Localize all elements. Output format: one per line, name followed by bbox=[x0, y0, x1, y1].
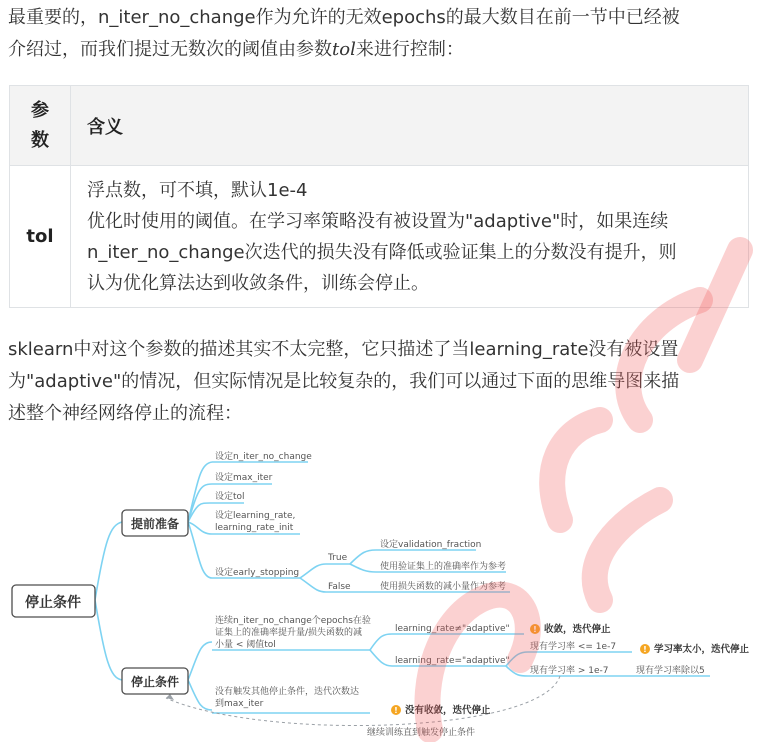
lr-too-small-label: 学习率太小，迭代停止 bbox=[654, 644, 750, 655]
desc-line-3: n_iter_no_change次迭代的损失没有降低或验证集上的分数没有提升，则 bbox=[87, 241, 677, 263]
description-paragraph bbox=[8, 334, 750, 430]
true-item-validation-fraction: 设定validation_fraction bbox=[380, 540, 482, 550]
header-meaning: 含义 bbox=[71, 86, 749, 166]
intro-paragraph bbox=[8, 2, 750, 66]
false-label: False bbox=[328, 582, 351, 592]
stop-node-label: 停止条件 bbox=[130, 675, 180, 689]
cond1-line-2: 证集上的准确率提升量/损失函数的减 bbox=[215, 628, 363, 638]
loop-arrowhead bbox=[166, 694, 174, 700]
para2-line-3: 述整个神经网络停止的流程： bbox=[8, 403, 242, 424]
true-item-use-validation-accuracy: 使用验证集上的准确率作为参考 bbox=[380, 562, 507, 572]
prep-item-early-stopping: 设定early_stopping bbox=[215, 568, 300, 578]
svg-text:!: ! bbox=[394, 706, 398, 715]
continue-training-label: 继续训练直到触发停止条件 bbox=[367, 728, 476, 738]
cond2-line-2: 到max_iter bbox=[215, 699, 264, 709]
desc-line-1: 浮点数，可不填，默认1e-4 bbox=[87, 179, 308, 201]
converged-stop-label: 收敛，迭代停止 bbox=[544, 624, 611, 635]
prep-node-label: 提前准备 bbox=[130, 517, 180, 531]
intro-line-2 bbox=[8, 34, 750, 66]
lr-le-threshold: 现有学习率 <= 1e-7 bbox=[530, 642, 617, 652]
false-item-use-loss: 使用损失函数的减小量作为参考 bbox=[380, 582, 507, 592]
parameter-table bbox=[9, 85, 749, 308]
warning-icon bbox=[391, 705, 401, 715]
header-param-char-1: 参 bbox=[31, 99, 49, 121]
lr-gt-threshold: 现有学习率 > 1e-7 bbox=[530, 666, 609, 676]
para2-line-2: 为"adaptive"的情况，但实际情况是比较复杂的，我们可以通过下面的思维导图来描 bbox=[8, 371, 680, 392]
lr-divide-by-5: 现有学习率除以5 bbox=[636, 666, 705, 676]
intro-line-1: 最重要的，n_iter_no_change作为允许的无效epochs的最大数目在前一节中已经被 bbox=[8, 7, 680, 28]
desc-line-2: 优化时使用的阈值。在学习率策略没有被设置为"adaptive"时，如果连续 bbox=[87, 210, 669, 232]
para2-line-1: sklearn中对这个参数的描述其实不太完整，它只描述了当learning_rate没有被设置 bbox=[8, 339, 679, 360]
prep-item-learning-rate-init: learning_rate_init bbox=[215, 523, 294, 533]
param-name-cell: tol bbox=[10, 166, 71, 308]
cond2-line-1: 没有触发其他停止条件，迭代次数达 bbox=[215, 687, 360, 697]
prep-item-n-iter: 设定n_iter_no_change bbox=[215, 452, 312, 462]
header-param bbox=[10, 86, 71, 166]
true-label: True bbox=[328, 553, 348, 563]
lr-adaptive: learning_rate="adaptive" bbox=[395, 656, 510, 666]
mind-map bbox=[0, 440, 758, 742]
desc-line-4: 认为优化算法达到收敛条件，训练会停止。 bbox=[87, 272, 429, 294]
intro-line-2-end: 来进行控制： bbox=[355, 39, 464, 60]
table-row bbox=[10, 166, 749, 308]
cond1-line-1: 连续n_iter_no_change个epochs在验 bbox=[215, 616, 371, 626]
table-header-row bbox=[10, 86, 749, 166]
tol-variable: tol bbox=[332, 39, 356, 60]
cond1-line-3: 小量 < 阈值tol bbox=[215, 640, 276, 650]
prep-item-learning-rate: 设定learning_rate, bbox=[215, 511, 296, 521]
param-description-cell bbox=[71, 166, 749, 308]
svg-text:!: ! bbox=[643, 645, 647, 654]
root-node-label: 停止条件 bbox=[25, 595, 81, 611]
prep-item-tol: 设定tol bbox=[215, 492, 245, 502]
lr-not-adaptive: learning_rate≠"adaptive" bbox=[395, 624, 510, 634]
warning-icon bbox=[530, 624, 540, 634]
svg-text:!: ! bbox=[533, 625, 537, 634]
warning-icon bbox=[640, 644, 650, 654]
prep-item-max-iter: 设定max_iter bbox=[215, 473, 273, 483]
header-param-char-2: 数 bbox=[31, 129, 49, 151]
not-converged-label: 没有收敛，迭代停止 bbox=[405, 705, 491, 716]
intro-line-2-start: 介绍过，而我们提过无数次的阈值由参数 bbox=[8, 39, 332, 60]
